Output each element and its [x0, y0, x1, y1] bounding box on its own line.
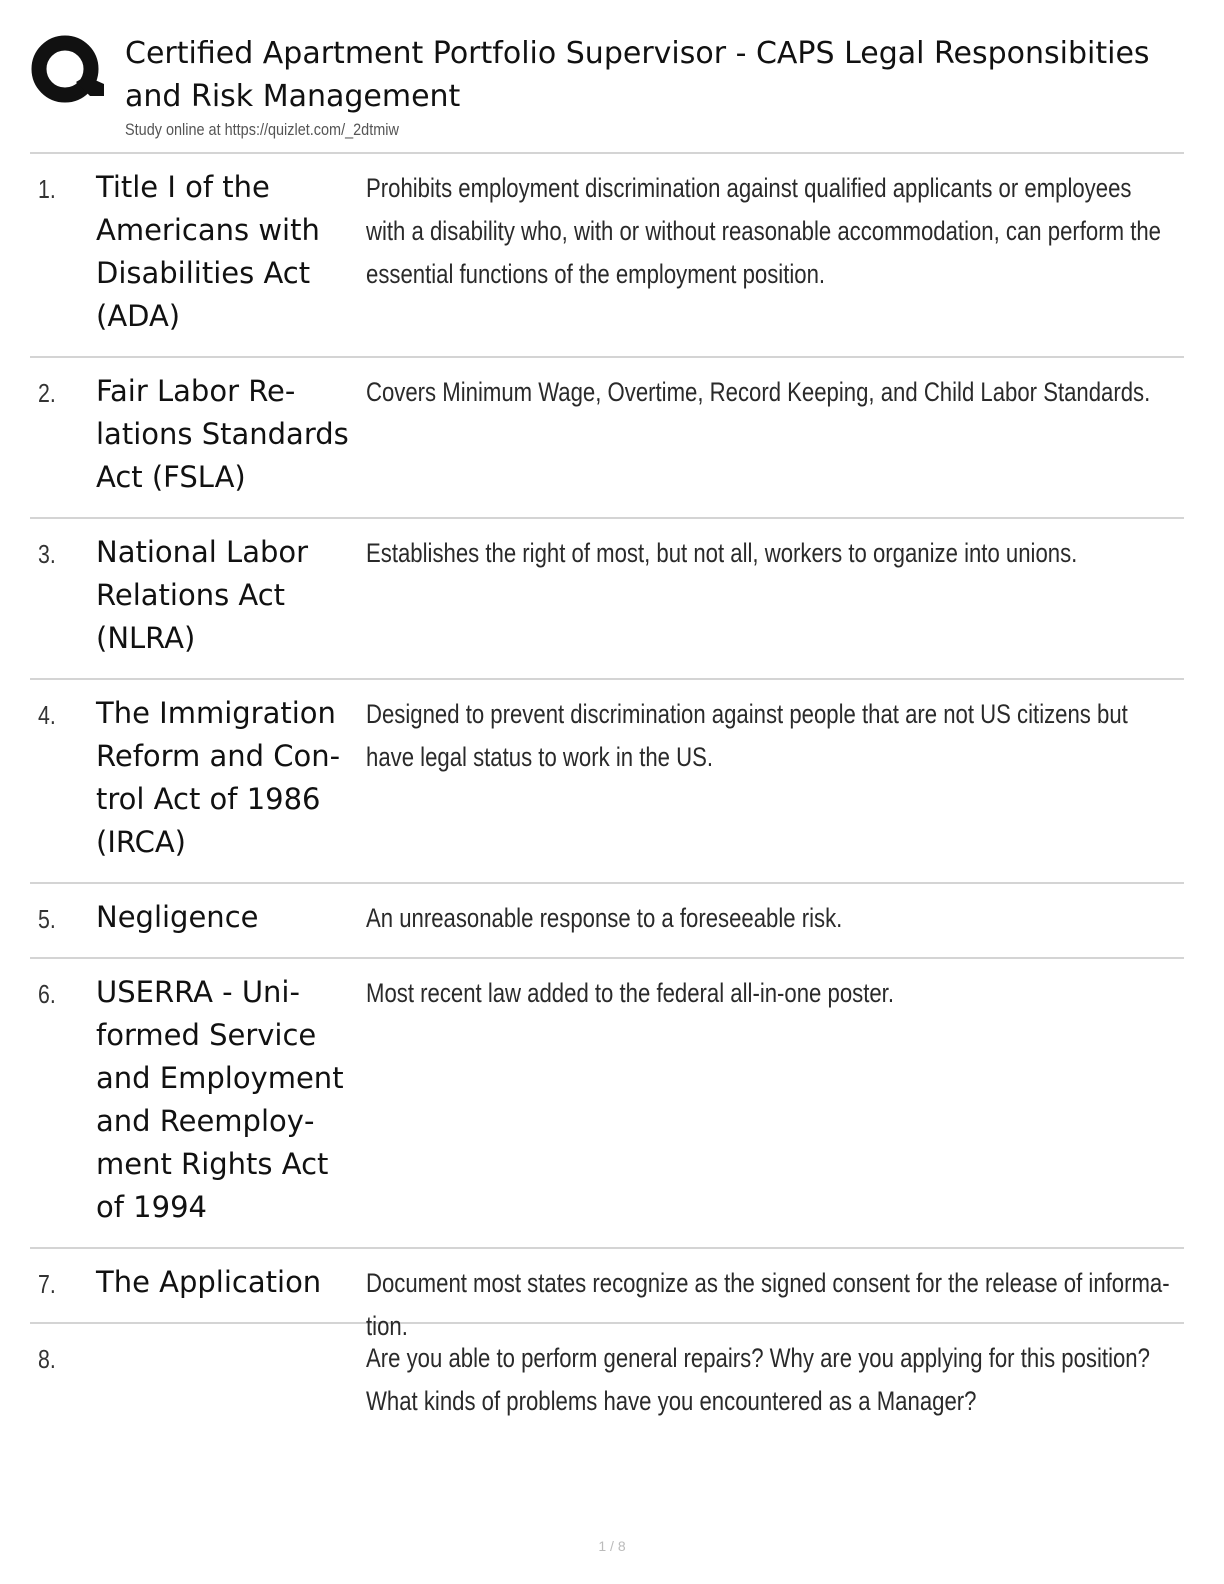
card-number: 3.: [38, 539, 56, 569]
flashcard-row: [30, 519, 1184, 680]
card-definition: Establishes the right of most, but not all, workers to organize into unions.: [366, 538, 1078, 568]
card-number: 1.: [38, 174, 56, 204]
flashcard-list: [30, 154, 1184, 1440]
card-term: National Labor Relations Act (NLRA): [96, 535, 309, 655]
card-definition: Most recent law added to the federal all-in-one poster.: [366, 978, 894, 1008]
card-term: The Application: [96, 1265, 322, 1299]
flashcard-row: [30, 680, 1184, 884]
document-title: Certified Apartment Portfolio Supervisor - CAPS Legal Responsibities and Risk Management: [125, 36, 1150, 114]
card-term: Negligence: [96, 900, 259, 934]
card-number: 5.: [38, 904, 56, 934]
card-definition: Document most states recognize as the signed consent for the release of information.: [366, 1268, 1170, 1341]
card-number: 8.: [38, 1344, 56, 1374]
card-definition: Prohibits employment discrimination against qualified applicants or employees with a disability who, with or without reasonable accommodation, can perform the essential functions of the employment position.: [366, 173, 1161, 289]
card-definition: Are you able to perform general repairs? Why are you applying for this position? What kinds of problems have you encountered as a Manager?: [366, 1343, 1150, 1416]
flashcard-row: [30, 154, 1184, 358]
card-number: 2.: [38, 378, 56, 408]
card-term: [96, 1336, 358, 1379]
card-number: 6.: [38, 979, 56, 1009]
flashcard-row: [30, 358, 1184, 519]
quizlet-q-logo-icon: [30, 34, 104, 108]
card-term: The Immigration Reform and Control Act of 1986 (IRCA): [96, 696, 341, 859]
card-term: USERRA - Uniformed Service and Employment and Reemployment Rights Act of 1994: [96, 975, 344, 1224]
page-number: 1 / 8: [598, 1538, 626, 1554]
card-number: 4.: [38, 700, 56, 730]
study-online-link[interactable]: Study online at https://quizlet.com/_2dtmiw: [125, 120, 399, 139]
card-definition: Designed to prevent discrimination against people that are not US citizens but have legal status to work in the US.: [366, 699, 1128, 772]
card-term: Fair Labor Relations Standards Act (FSLA): [96, 374, 349, 494]
card-term: Title I of the Americans with Disabilities Act (ADA): [96, 170, 320, 333]
flashcard-row: [30, 1249, 1184, 1341]
flashcard-row: [30, 884, 1184, 959]
card-definition: An unreasonable response to a foreseeable risk.: [366, 903, 843, 933]
card-number: 7.: [38, 1269, 56, 1299]
flashcard-row: [30, 959, 1184, 1249]
document-header: [30, 28, 1200, 148]
flashcard-row: [30, 1324, 1184, 1440]
card-definition: Covers Minimum Wage, Overtime, Record Keeping, and Child Labor Standards.: [366, 377, 1151, 407]
